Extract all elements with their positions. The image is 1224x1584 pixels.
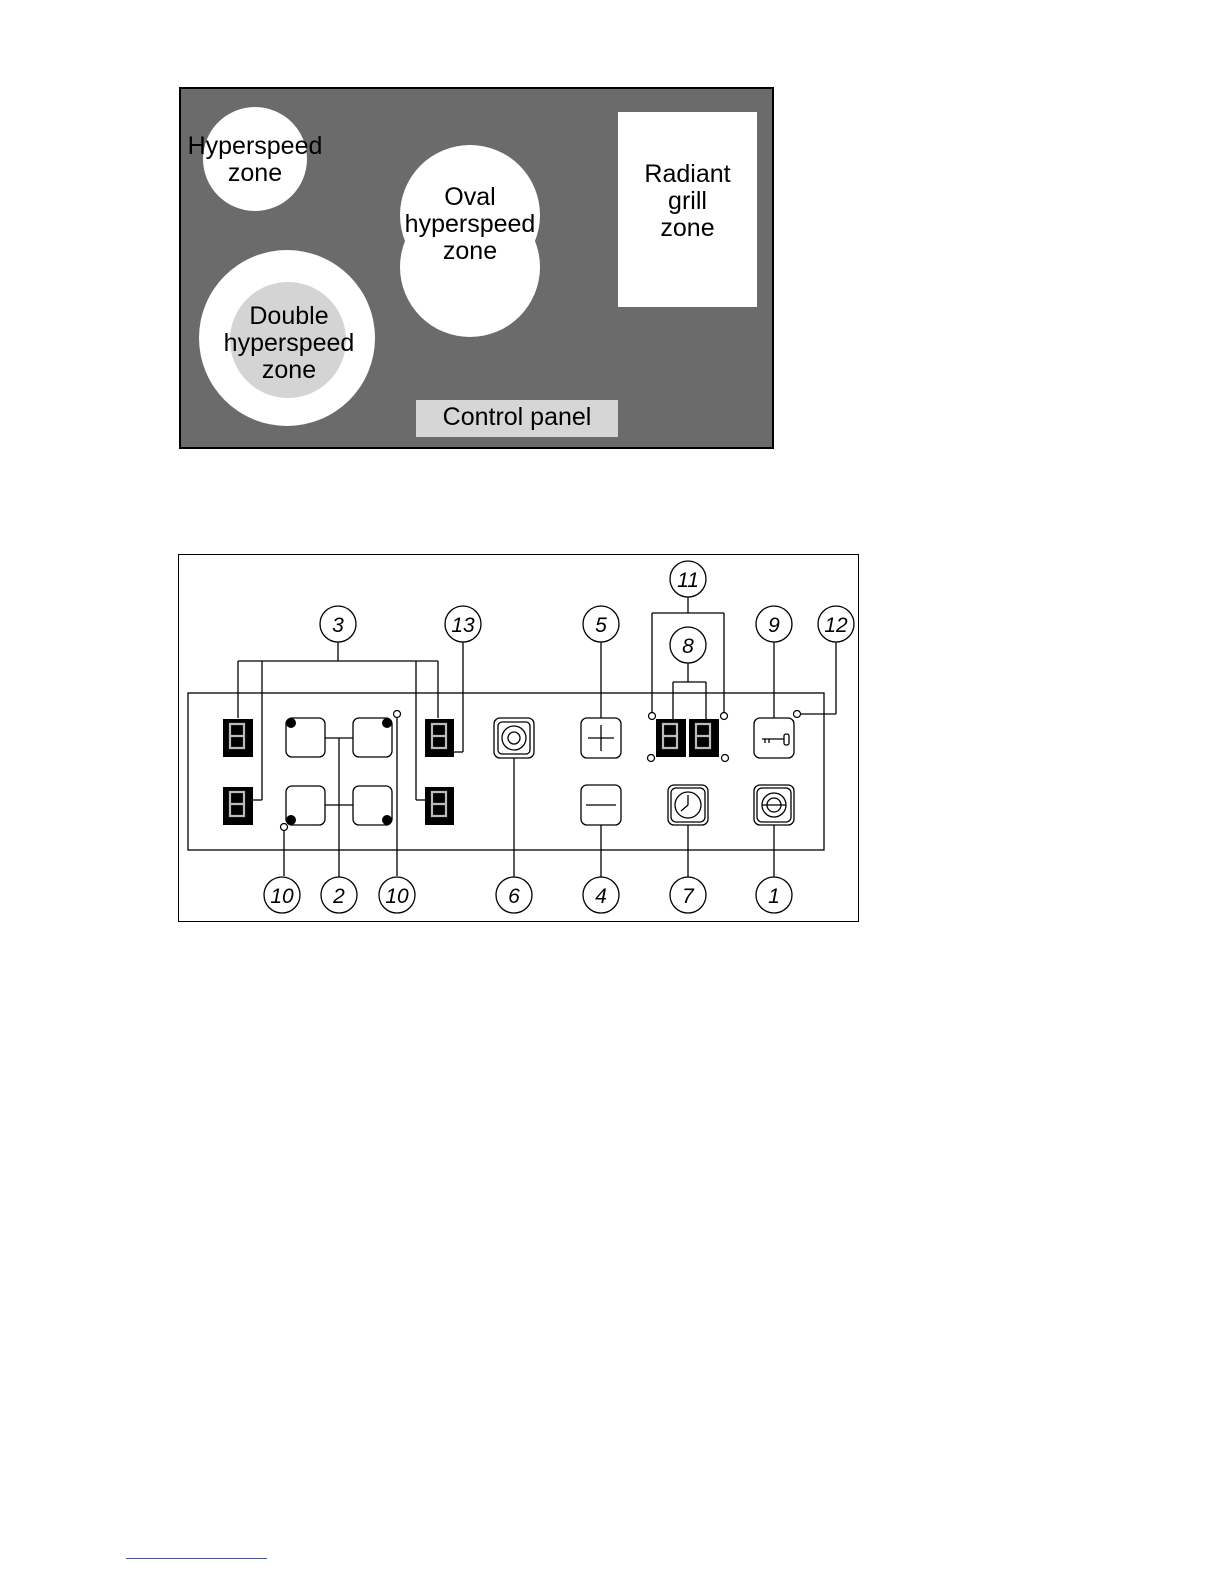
timer-icon	[668, 785, 708, 825]
double-hyperspeed-zone-label: Double hyperspeed zone	[223, 302, 355, 384]
plus-icon	[581, 718, 621, 758]
callout-2-label: 2	[333, 885, 345, 908]
callout-10-left-label: 10	[270, 885, 294, 908]
radiant-grill-zone-label: Radiant grill zone	[644, 160, 731, 242]
key-lock-icon	[754, 718, 794, 758]
callout-8-label: 8	[682, 635, 694, 658]
callout-13-label: 13	[451, 614, 475, 637]
footer-link-underline[interactable]	[126, 1558, 267, 1559]
minus-icon	[581, 785, 621, 825]
oval-hyperspeed-zone-label: Oval hyperspeed zone	[404, 183, 536, 265]
power-icon	[754, 785, 794, 825]
callout-4-label: 4	[595, 885, 607, 908]
callout-9-label: 9	[768, 614, 780, 637]
callout-1-label: 1	[768, 885, 780, 908]
callout-12-label: 12	[824, 614, 848, 637]
callout-3-label: 3	[332, 614, 344, 637]
callout-6-label: 6	[508, 885, 520, 908]
hyperspeed-zone-label: Hyperspeed zone	[187, 132, 323, 187]
callout-10-right-label: 10	[385, 885, 409, 908]
callout-7-label: 7	[682, 885, 694, 908]
callout-11-label: 11	[677, 569, 699, 592]
callout-5-label: 5	[595, 614, 607, 637]
control-panel-area: Control panel	[416, 400, 618, 437]
boost-icon	[494, 718, 534, 758]
